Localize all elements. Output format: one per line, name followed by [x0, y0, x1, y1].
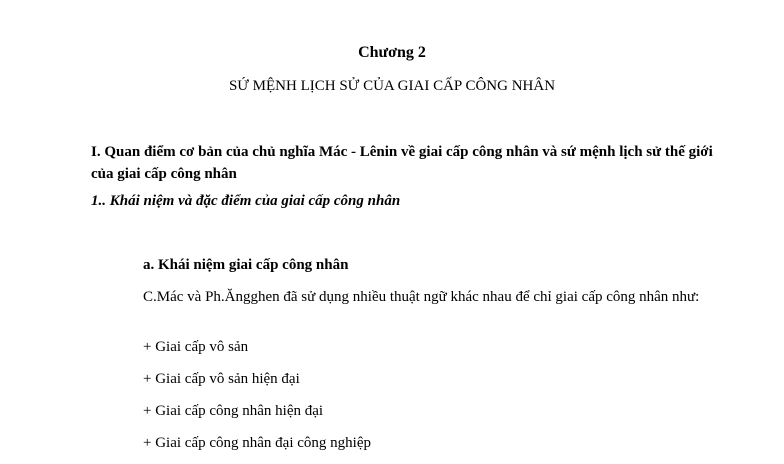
list-item: + Giai cấp vô sản hiện đại	[143, 371, 300, 387]
body-paragraph: C.Mác và Ph.Ăngghen đã sử dụng nhiều thuật ngữ khác nhau để chỉ giai cấp công nhân như:	[143, 289, 700, 305]
paragraph-heading: a. Khái niệm giai cấp công nhân	[143, 257, 349, 273]
list-item: + Giai cấp công nhân hiện đại	[143, 403, 324, 419]
list-item: + Giai cấp công nhân đại công nghiệp	[143, 435, 371, 451]
chapter-number: Chương 2	[358, 44, 426, 61]
term-list	[143, 336, 371, 464]
subsection-heading: 1.. Khái niệm và đặc điểm của giai cấp công nhân	[91, 193, 401, 209]
list-item: + Giai cấp vô sản	[143, 339, 249, 355]
chapter-title: SỨ MỆNH LỊCH SỬ CỦA GIAI CẤP CÔNG NHÂN	[228, 78, 556, 94]
section-heading: I. Quan điểm cơ bản của chủ nghĩa Mác - Lênin về giai cấp công nhân và sứ mệnh lịch sử thế giới của giai cấp công nhân	[91, 144, 713, 182]
